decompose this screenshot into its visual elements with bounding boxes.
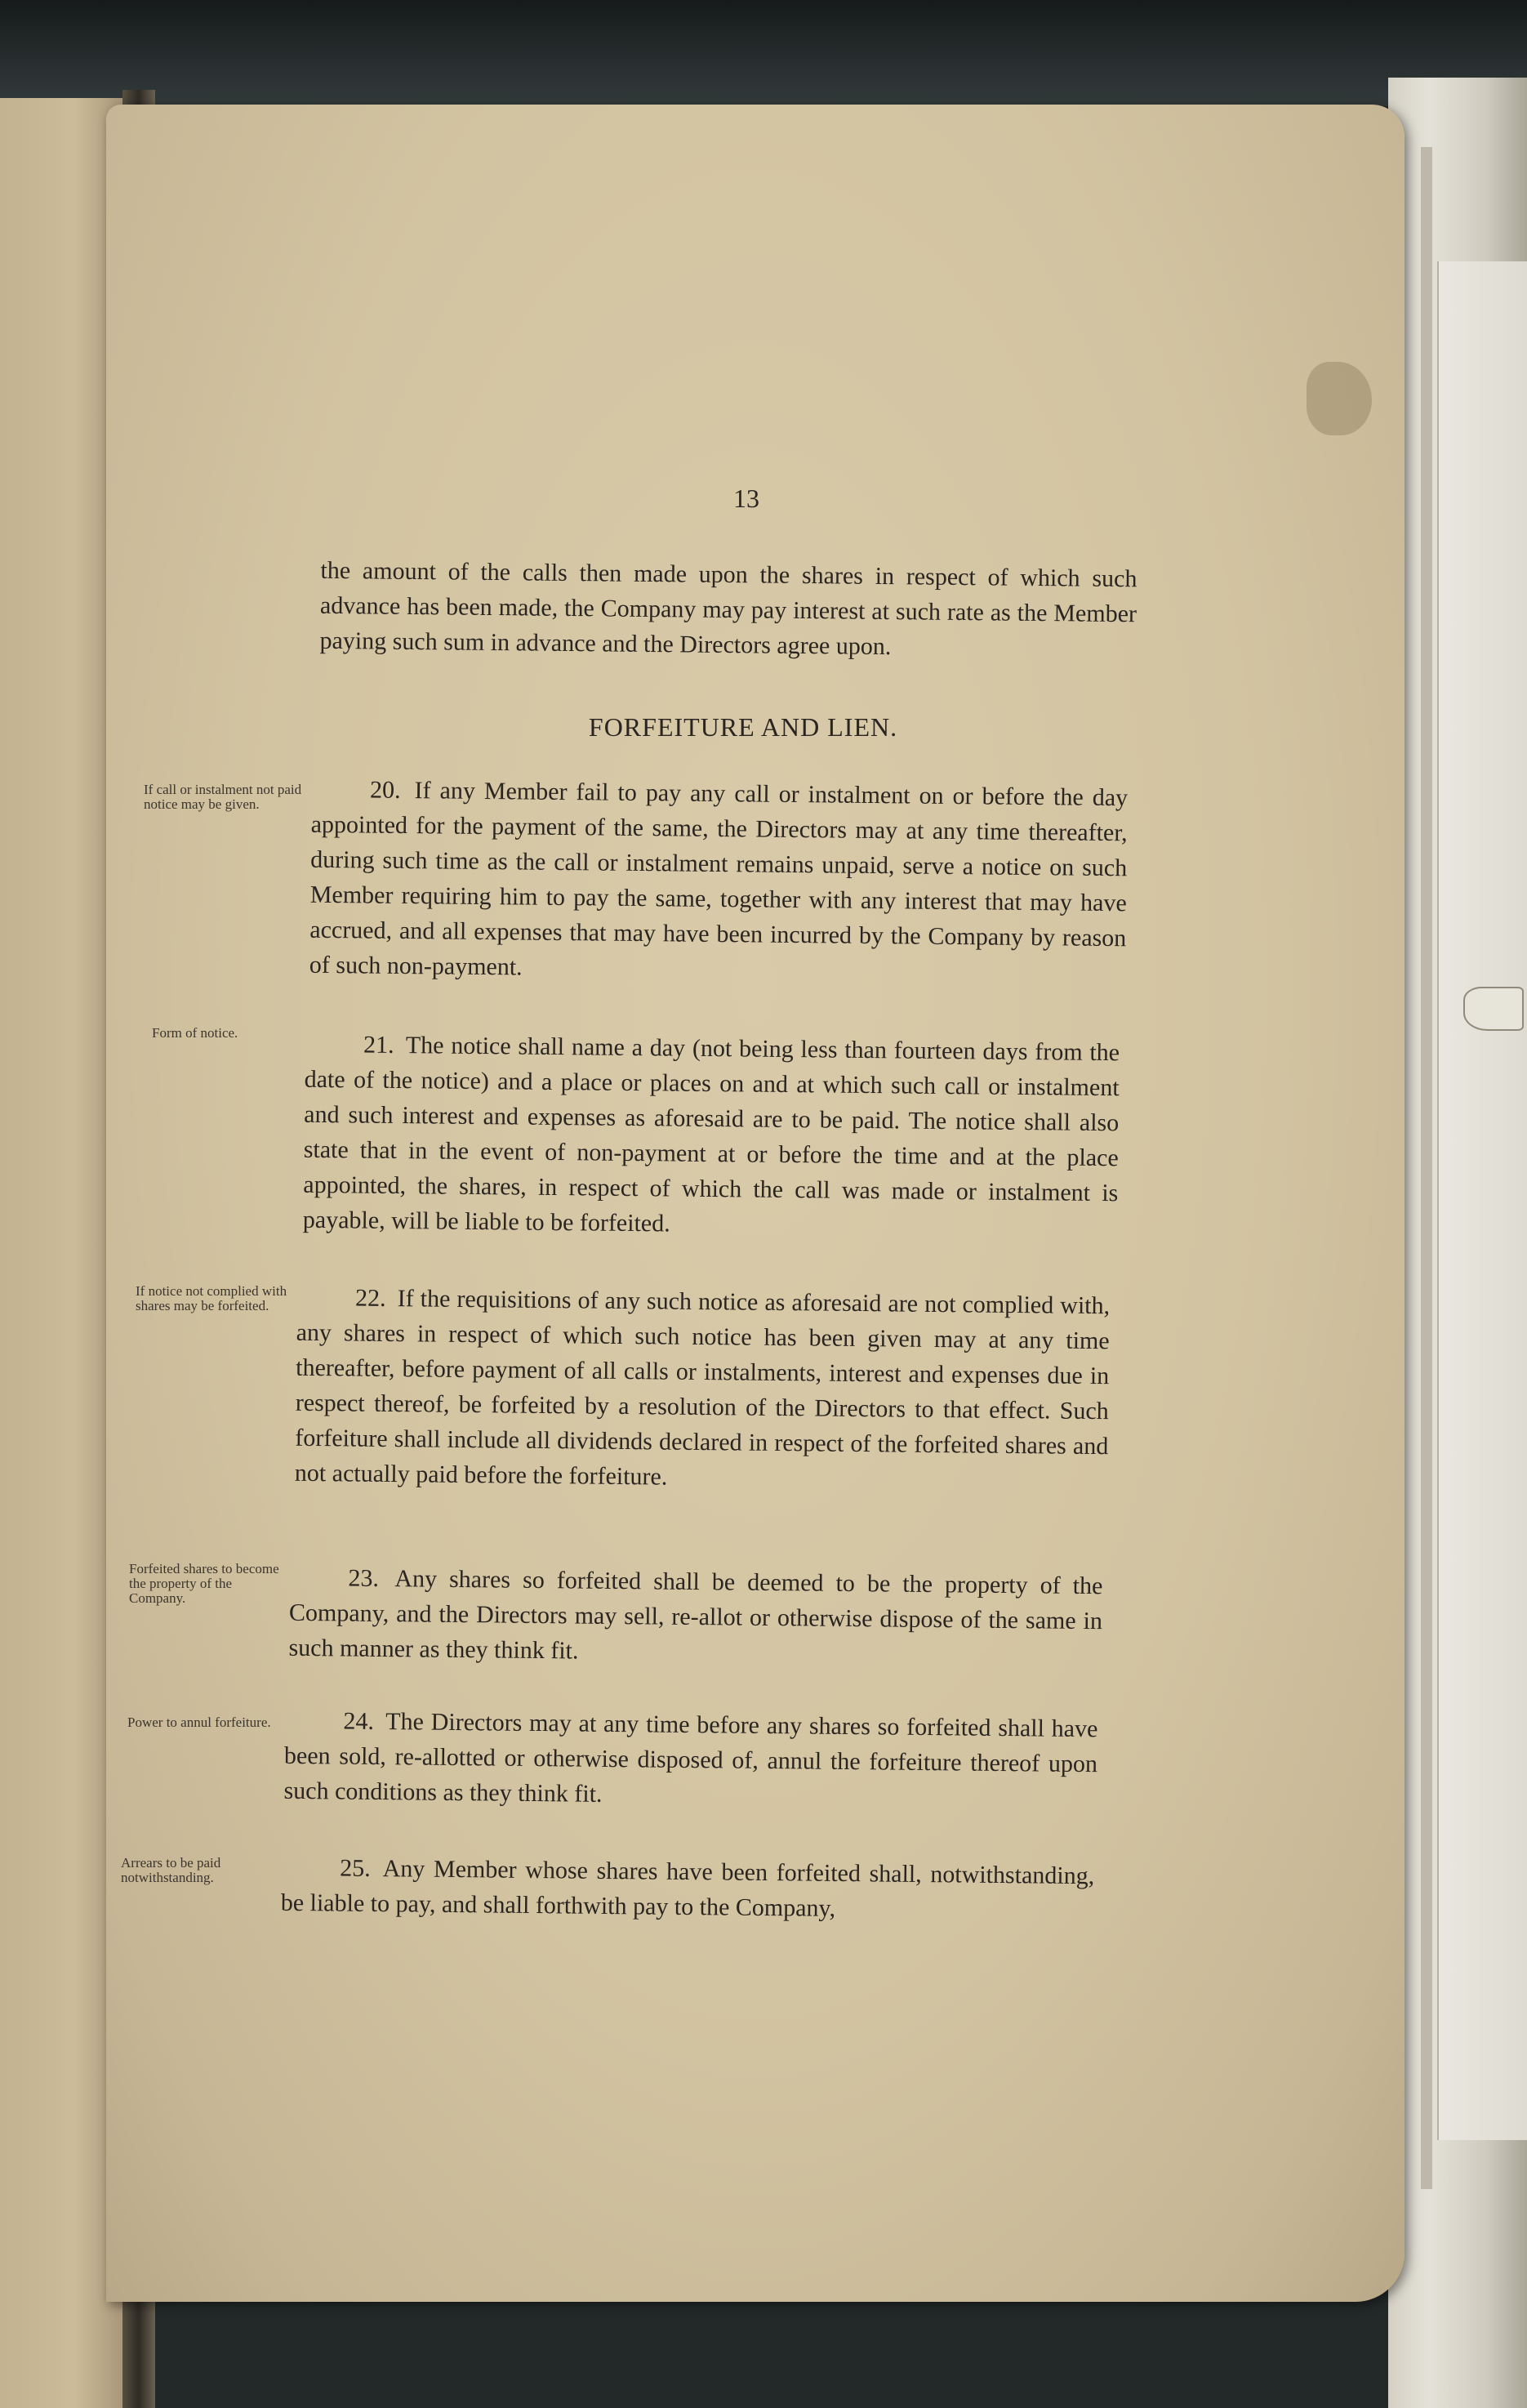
indent-space [284,1728,343,1729]
paragraph-continuation [319,553,1137,667]
article-number: 23. [348,1564,380,1592]
page-number: 13 [733,484,759,513]
paragraph-text: Any shares so forfeited shall be deemed to be the property of the Company, and the Directors may sell, re-allot or otherwise dispose of the same in such manner as they think fit. [288,1565,1103,1665]
indent-space [281,1875,340,1876]
paragraph-text: The Directors may at any time before any shares so forfeited shall have been sold, re-allotted or otherwise disposed of, annul the forfeiture thereof upon such conditions as they think fit. [283,1708,1098,1808]
margin-note: Power to annul forfeiture. [127,1715,271,1730]
article-24 [283,1703,1097,1817]
paragraph-text: If the requisitions of any such notice as aforesaid are not complied with, any shares in respect of which such notice has been given may at any time thereafter, before payment of all calls or instalments, interest and expenses due in respect thereof, be forfeited by a resolution of the Directors to that effect. Such forfeiture shall include all dividends declared in respect of the forfeited shares and not actually paid before the forfeiture. [294,1285,1111,1491]
paper-tab [1463,987,1524,1031]
indent-space [311,797,370,798]
article-22 [295,1280,1111,1499]
article-25 [281,1850,1095,1929]
article-number: 21. [363,1031,394,1059]
paragraph-text: Any Member whose shares have been forfeited shall, notwithstanding, be liable to pay, and shall forthwith pay to the Company, [280,1855,1095,1922]
margin-note: If notice not complied with shares may be forfeited. [136,1283,287,1313]
indent-space [289,1585,348,1586]
article-number: 22. [354,1284,386,1312]
right-inner-sheet [1437,261,1527,2140]
page-tear [1307,362,1372,435]
article-number: 24. [343,1707,375,1735]
article-20 [309,772,1129,991]
paragraph-text: If any Member fail to pay any call or instalment on or before the day appointed for the payment of the same, the Directors may at any time thereafter, during such time as the call or instalment remains unpaid, serve a notice on such Member requiring him to pay the same, together with any interest that may have accrued, and all expenses that may have been incurred by the Company by reason of such non-payment. [309,777,1129,981]
book-cover-top [0,0,1527,106]
margin-note: Forfeited shares to become the property of the Company. [129,1561,279,1606]
paragraph-text: the amount of the calls then made upon the shares in respect of which such advance has been made, the Company may pay interest at such rate as the Member paying such sum in advance and the Directors agree upon. [319,556,1137,661]
paragraph-text: The notice shall name a day (not being less than fourteen days from the date of the notice) and a place or places on and at which such call or instalment and such interest and expenses as aforesaid are to be paid. The notice shall also state that in the event of non-payment at or before the time and at the place appointed, the shares, in respect of which the call was made or instalment is payable, will be liable to be forfeited. [302,1032,1120,1237]
section-heading: FORFEITURE AND LIEN. [588,712,898,742]
margin-note: Arrears to be paid notwithstanding. [121,1855,221,1885]
margin-note: If call or instalment not paid notice may be given. [144,782,302,812]
margin-note: Form of notice. [152,1025,238,1041]
article-number: 25. [340,1854,371,1882]
article-number: 20. [369,776,401,804]
article-23 [288,1560,1102,1674]
article-21 [303,1027,1120,1246]
indent-space [305,1052,363,1053]
right-page-edge [1421,147,1432,2189]
indent-space [296,1305,355,1306]
